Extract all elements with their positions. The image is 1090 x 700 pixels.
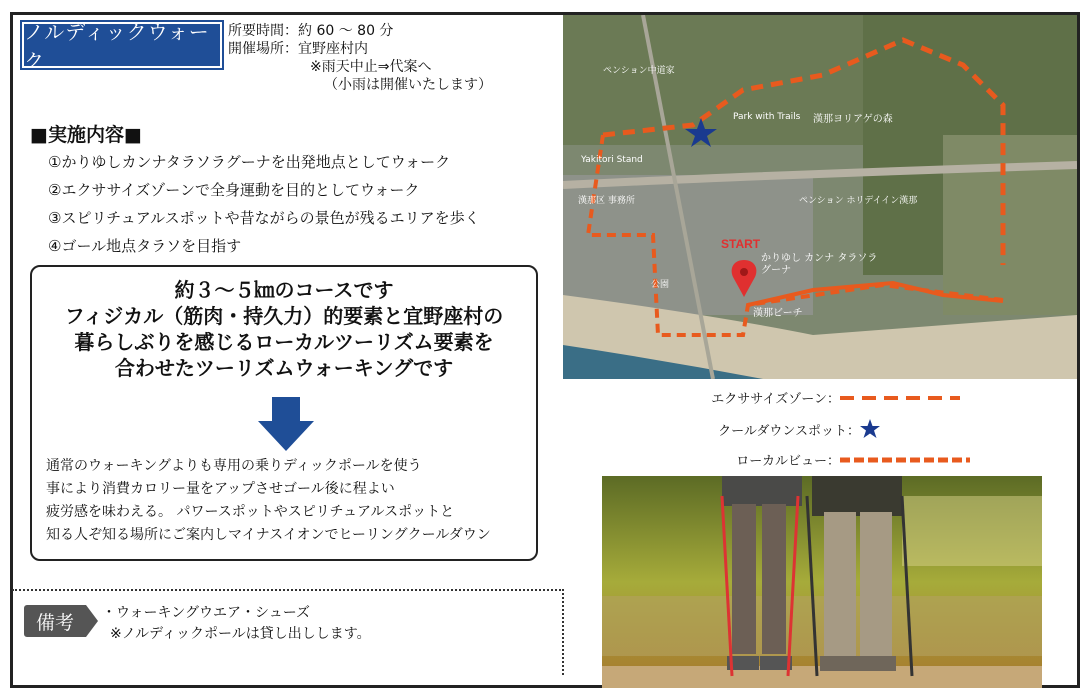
- step-item: ④ゴール地点タラソを目指す: [48, 237, 242, 255]
- map-label-office: 漢那区 事務所: [578, 196, 635, 206]
- callout-body: [46, 455, 491, 547]
- legend-exercise-label: エクササイズゾーン：: [711, 392, 840, 407]
- map-label-pension: ペンション中道家: [603, 66, 675, 76]
- step-item: ①かりゆしカンナタラソラグーナを出発地点としてウォーク: [48, 153, 451, 171]
- callout-headline: [32, 277, 536, 381]
- step-item: ③スピリチュアルスポットや昔ながらの景色が残るエリアを歩く: [48, 209, 480, 227]
- legend-cooldown: [718, 419, 880, 439]
- dashed-line-icon: [840, 455, 970, 465]
- headline-line: 合わせたツーリズムウォーキングです: [114, 356, 454, 380]
- remarks-line: ・ウォーキングウエア・シューズ: [102, 605, 311, 621]
- page-title: ノルディックウォーク: [22, 22, 222, 68]
- map-label-park: Park with Trails: [733, 112, 801, 122]
- legend-cooldown-label: クールダウンスポット：: [718, 423, 860, 439]
- map-label-holiday: ペンション ホリデイイン漢那: [799, 196, 918, 206]
- dashed-line-icon: [840, 393, 960, 403]
- remarks-badge: 備考: [24, 605, 86, 637]
- body-line: 通常のウォーキングよりも専用の乗りディックポールを使う: [46, 458, 422, 474]
- remarks-box: [12, 589, 564, 675]
- map-legend: [570, 384, 1070, 474]
- body-line: 知る人ぞ知る場所にご案内しマイナスイオンでヒーリングクールダウン: [46, 527, 491, 543]
- remarks-line: ※ノルディックポールは貸し出しします。: [110, 626, 371, 642]
- step-item: ②エクササイズゾーンで全身運動を目的としてウォーク: [48, 181, 420, 199]
- duration-text: 所要時間：約 60 〜 80 分: [228, 23, 394, 39]
- map-start-label: START: [721, 237, 761, 251]
- legend-local: [736, 450, 970, 469]
- remarks-text: [102, 603, 371, 645]
- section-heading: ■実施内容■: [30, 124, 142, 146]
- rain-note: ※雨天中止⇒代案へ: [310, 59, 432, 75]
- legend-exercise: [711, 388, 960, 407]
- route-map: [563, 15, 1077, 379]
- event-info: [228, 22, 492, 94]
- rain-note-2: （小雨は開催いたします）: [324, 77, 492, 93]
- map-label-hotel: かりゆし カンナ タラソラグーナ: [761, 253, 878, 276]
- map-label-beach: 漢那ビーチ: [753, 308, 803, 319]
- body-line: 疲労感を味わえる。 パワースポットやスピリチュアルスポットと: [46, 504, 455, 520]
- map-label-park2: 公園: [651, 280, 670, 290]
- map-label-forest: 漢那ヨリアゲの森: [813, 114, 893, 125]
- down-arrow-icon: [258, 397, 314, 451]
- headline-line: 約３〜５㎞のコースです: [174, 278, 394, 302]
- course-callout: [30, 265, 538, 561]
- steps-list: [48, 148, 480, 260]
- star-icon: [860, 419, 880, 439]
- walkers-photo-image: [602, 476, 1042, 688]
- headline-line: 暮らしぶりを感じるローカルツーリズム要素を: [74, 330, 494, 354]
- legend-local-label: ローカルビュー：: [736, 454, 840, 469]
- venue-text: 開催場所：宜野座村内: [228, 41, 368, 57]
- map-label-stand: Yakitori Stand: [581, 155, 643, 165]
- walkers-photo: [602, 476, 1042, 688]
- body-line: 事により消費カロリー量をアップさせゴール後に程よい: [46, 481, 395, 497]
- headline-line: フィジカル（筋肉・持久力）的要素と宜野座村の: [64, 304, 504, 328]
